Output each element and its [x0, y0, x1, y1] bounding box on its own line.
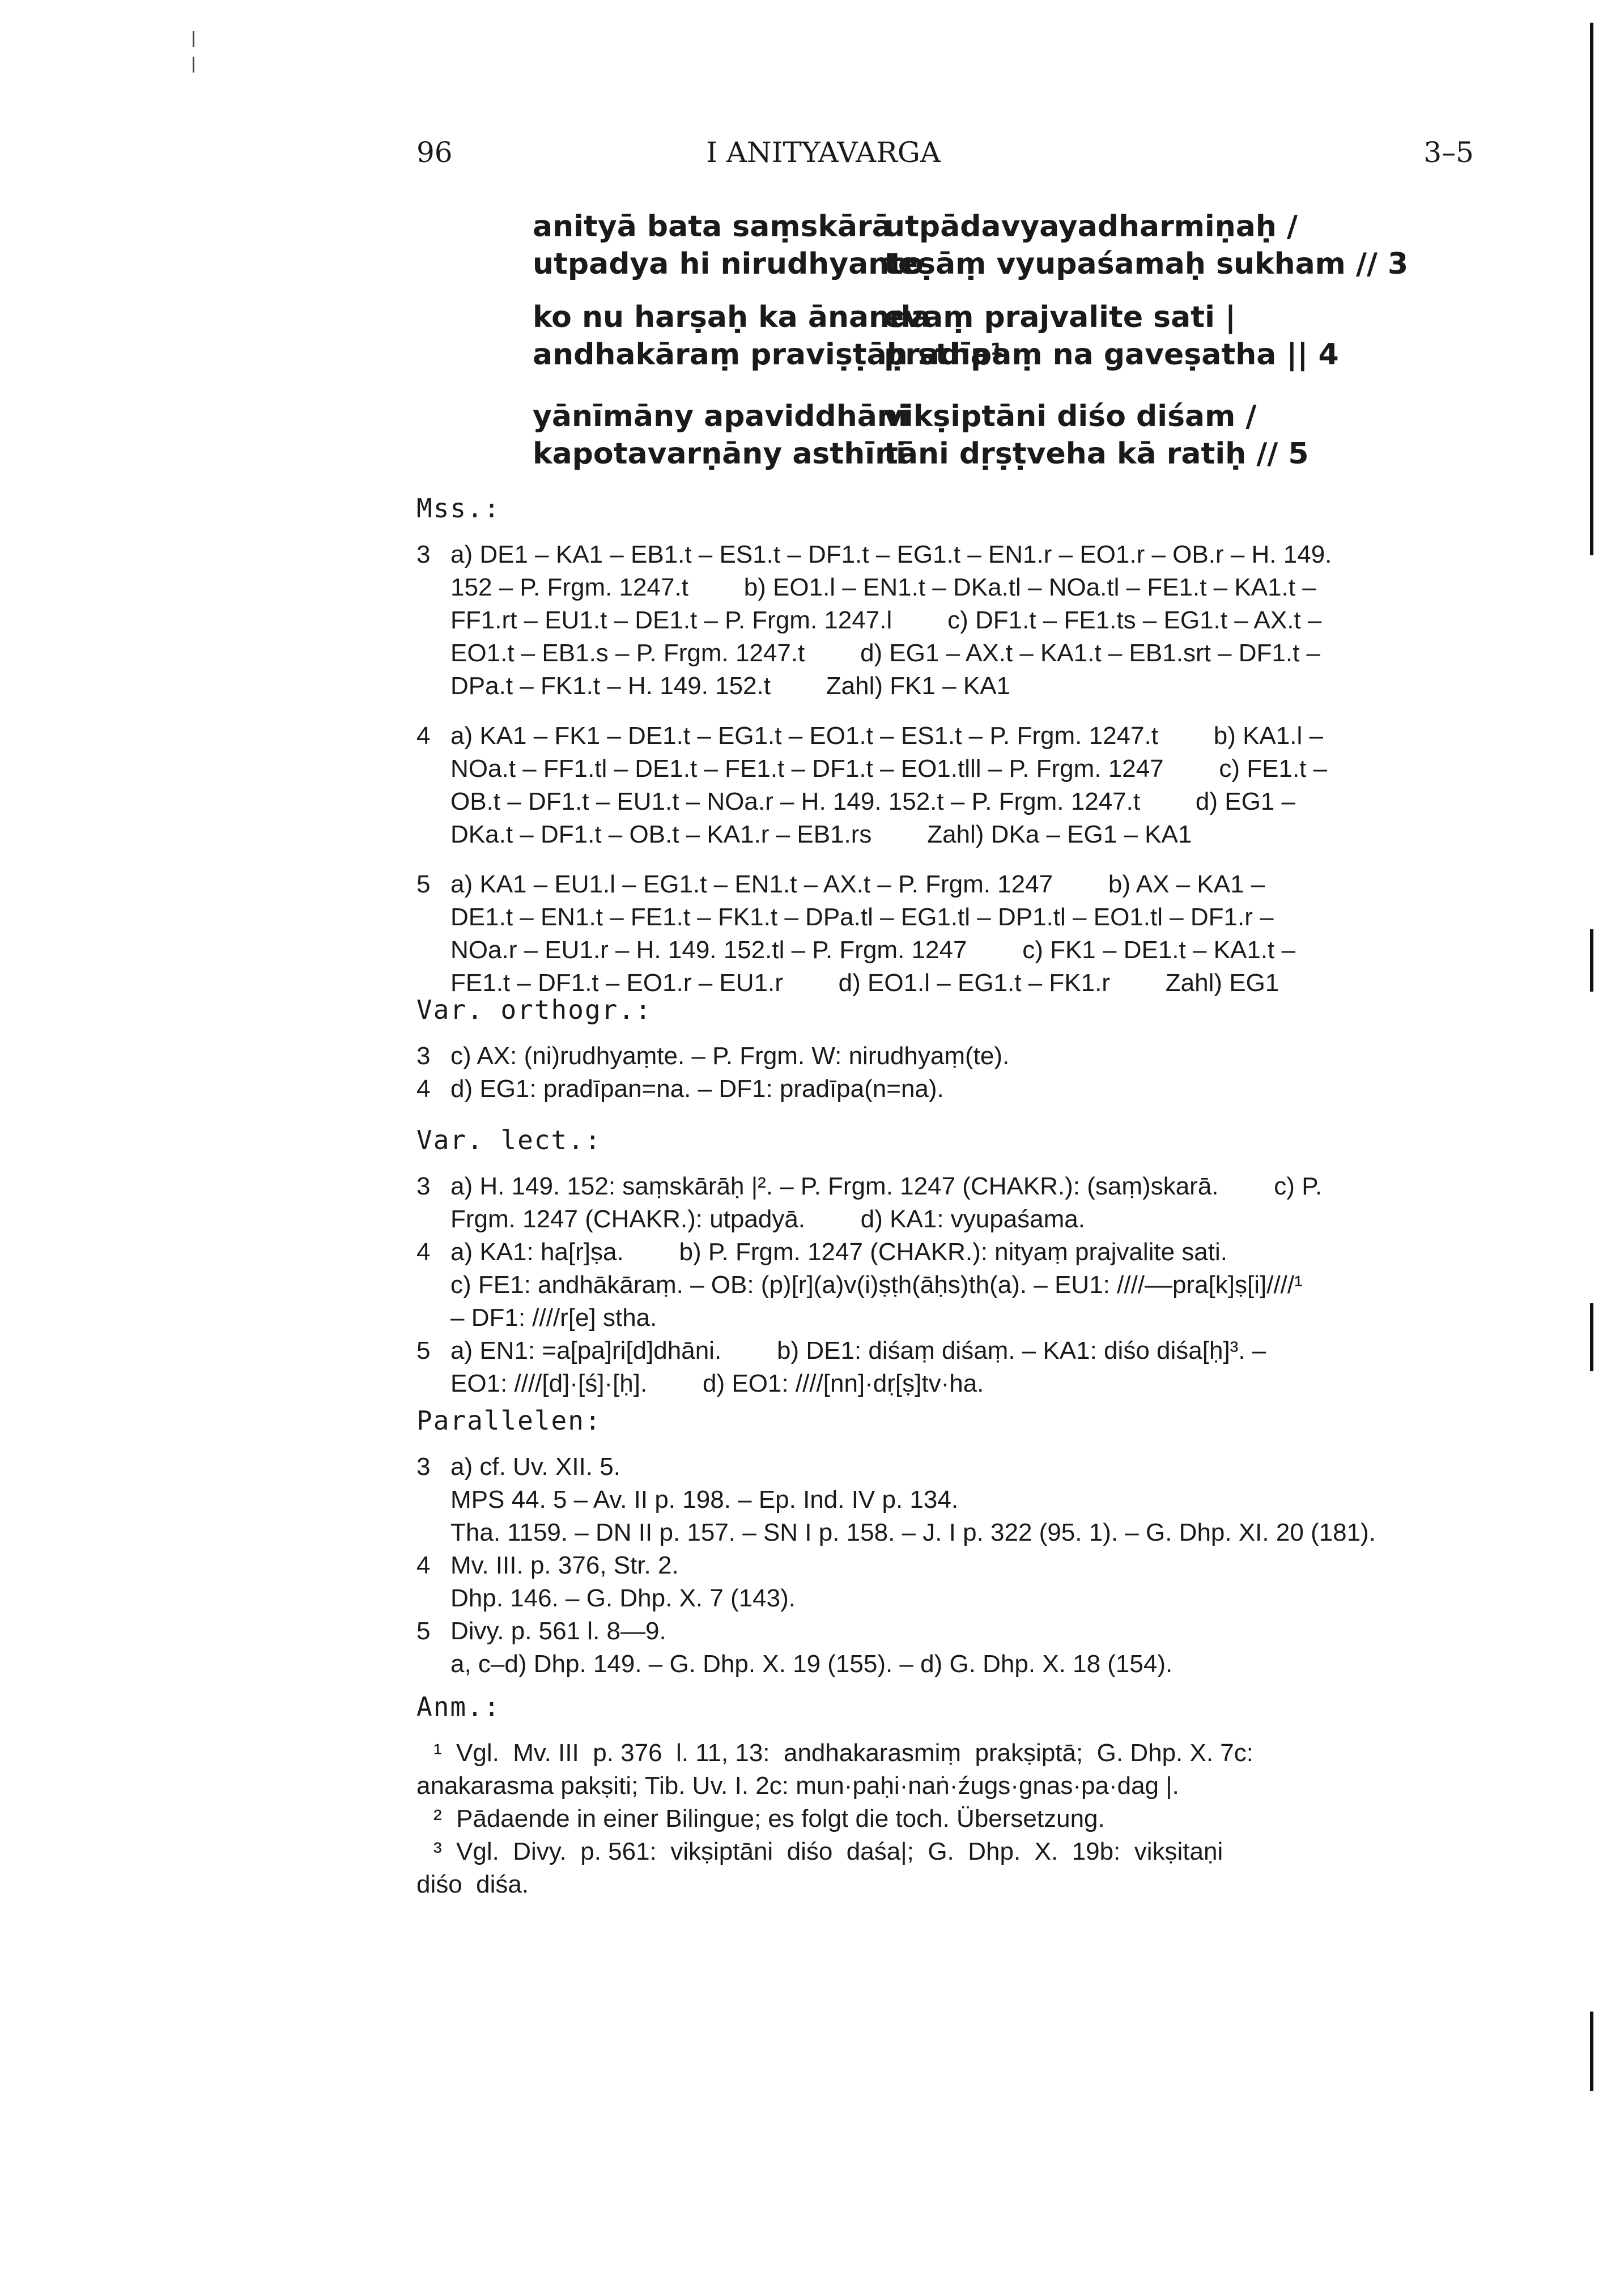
verse-ref-number: 4: [416, 722, 431, 750]
parallel-line: Dhp. 146. – G. Dhp. X. 7 (143).: [450, 1584, 796, 1612]
section-label-var-orthogr: Var. orthogr.:: [416, 994, 652, 1025]
var-orthogr-list: [416, 1040, 1470, 1106]
verse-pada: tāni dṛṣṭveha kā ratiḥ // 5: [884, 437, 1309, 471]
apparatus-line: – DF1: ////r[e] stha.: [450, 1304, 657, 1332]
apparatus-line: a) KA1: ha[r]ṣa. b) P. Frgm. 1247 (CHAKR.): nityaṃ prajvalite sati.: [450, 1238, 1228, 1266]
footnote-line: Vgl. Mv. III p. 376 l. 11, 13: andhakarasmiṃ prakṣiptā; G. Dhp. X. 7c:: [456, 1739, 1253, 1767]
verse-ref-number: 3: [416, 1172, 431, 1200]
page-edge-line: [1590, 1303, 1593, 1371]
page-edge-line: [1590, 23, 1593, 555]
verse-ref-number: 4: [416, 1238, 431, 1266]
margin-tick-mark: [193, 57, 194, 73]
page-edge-line: [1590, 929, 1593, 992]
verse-pada: ko nu harṣaḥ ka ānanda: [533, 300, 931, 334]
margin-tick-mark: [193, 31, 194, 47]
verse-pada: andhakāraṃ praviṣṭāḥ stha¹: [533, 338, 1004, 372]
verse-pada: kapotavarṇāny asthīni: [533, 437, 906, 471]
parallel-line: Tha. 1159. – DN II p. 157. – SN I p. 158. – J. I p. 322 (95. 1). – G. Dhp. XI. 20 (181).: [450, 1519, 1376, 1546]
var-lect-list: [416, 1170, 1470, 1400]
verse-ref-number: 5: [416, 870, 431, 898]
parallel-line: a, c–d) Dhp. 149. – G. Dhp. X. 19 (155). – d) G. Dhp. X. 18 (154).: [450, 1650, 1173, 1678]
page-edge-line: [1590, 2012, 1593, 2091]
apparatus-line: NOa.r – EU1.r – H. 149. 152.tl – P. Frgm. 1247 c) FK1 – DE1.t – KA1.t –: [450, 936, 1295, 964]
parallel-line: MPS 44. 5 – Av. II p. 198. – Ep. Ind. IV p. 134.: [450, 1486, 959, 1513]
page-number: 96: [416, 136, 453, 169]
apparatus-line: EO1: ////[d]·[ś]·[ḥ]. d) EO1: ////[nn]·dṛ[ṣ]tv·ha.: [450, 1370, 984, 1397]
apparatus-line: a) KA1 – EU1.l – EG1.t – EN1.t – AX.t – P. Frgm. 1247 b) AX – KA1 –: [450, 870, 1265, 898]
apparatus-line: 152 – P. Frgm. 1247.t b) EO1.l – EN1.t – DKa.tl – NOa.tl – FE1.t – KA1.t –: [450, 573, 1316, 601]
verse-ref-number: 4: [416, 1551, 431, 1579]
verse-ref-number: 3: [416, 1453, 431, 1481]
parallel-line: a) cf. Uv. XII. 5.: [450, 1453, 620, 1481]
running-title: I ANITYAVARGA: [706, 136, 941, 169]
apparatus-line: EO1.t – EB1.s – P. Frgm. 1247.t d) EG1 – AX.t – KA1.t – EB1.srt – DF1.t –: [450, 639, 1321, 667]
verse-ref-number: 3: [416, 541, 431, 568]
apparatus-line: NOa.t – FF1.tl – DE1.t – FE1.t – DF1.t – EO1.tlll – P. Frgm. 1247 c) FE1.t –: [450, 755, 1328, 783]
footnote-line: diśo diśa.: [416, 1870, 529, 1898]
footnote-marker: ¹: [433, 1739, 442, 1767]
verse-pada: anityā bata saṃskārā: [533, 210, 892, 244]
verse-ref-number: 3: [416, 1042, 431, 1070]
footnotes: [416, 1737, 1470, 1901]
verse-pada: utpādavyayadharmiṇaḥ /: [884, 210, 1298, 244]
apparatus-line: FE1.t – DF1.t – EO1.r – EU1.r d) EO1.l – EG1.t – FK1.r Zahl) EG1: [450, 969, 1279, 997]
apparatus-line: a) H. 149. 152: saṃskārāḥ |². – P. Frgm. 1247 (CHAKR.): (saṃ)skarā. c) P.: [450, 1172, 1323, 1200]
verse-range: 3–5: [1423, 136, 1474, 169]
footnote-marker: ²: [433, 1805, 442, 1832]
verse-ref-number: 4: [416, 1075, 431, 1103]
verse-pada: teṣāṃ vyupaśamaḥ sukham // 3: [884, 247, 1409, 281]
parallel-line: Divy. p. 561 l. 8—9.: [450, 1617, 666, 1645]
apparatus-line: c) AX: (ni)rudhyaṃte. – P. Frgm. W: nirudhyaṃ(te).: [450, 1042, 1010, 1070]
verse-pada: evaṃ prajvalite sati |: [884, 300, 1236, 334]
apparatus-line: FF1.rt – EU1.t – DE1.t – P. Frgm. 1247.l c) DF1.t – FE1.ts – EG1.t – AX.t –: [450, 606, 1322, 634]
verse-pada: utpadya hi nirudhyanto: [533, 247, 924, 281]
verse-pada: yānīmāny apaviddhāni: [533, 399, 908, 433]
footnote-line: Pādaende in einer Bilingue; es folgt die toch. Übersetzung.: [456, 1805, 1105, 1832]
verse-pada: pradīpaṃ na gaveṣatha || 4: [884, 338, 1339, 372]
parallel-line: Mv. III. p. 376, Str. 2.: [450, 1551, 679, 1579]
apparatus-line: DPa.t – FK1.t – H. 149. 152.t Zahl) FK1 – KA1: [450, 672, 1011, 700]
section-label-parallelen: Parallelen:: [416, 1405, 602, 1436]
apparatus-line: a) KA1 – FK1 – DE1.t – EG1.t – EO1.t – ES1.t – P. Frgm. 1247.t b) KA1.l –: [450, 722, 1323, 750]
section-label-var-lect: Var. lect.:: [416, 1125, 602, 1155]
apparatus-line: Frgm. 1247 (CHAKR.): utpadyā. d) KA1: vyupaśama.: [450, 1205, 1086, 1233]
verse-pada: vikṣiptāni diśo diśam /: [884, 399, 1257, 433]
apparatus-line: a) EN1: =a[pa]ri[d]dhāni. b) DE1: diśaṃ diśaṃ. – KA1: diśo diśa[ḥ]³. –: [450, 1337, 1266, 1364]
section-label-mss: Mss.:: [416, 493, 501, 524]
mss-list: [416, 538, 1470, 1000]
apparatus-line: d) EG1: pradīpan=na. – DF1: pradīpa(n=na).: [450, 1075, 944, 1103]
parallelen-list: [416, 1451, 1470, 1681]
section-label-anm: Anm.:: [416, 1691, 501, 1722]
apparatus-line: OB.t – DF1.t – EU1.t – NOa.r – H. 149. 152.t – P. Frgm. 1247.t d) EG1 –: [450, 788, 1295, 815]
apparatus-line: a) DE1 – KA1 – EB1.t – ES1.t – DF1.t – EG1.t – EN1.r – EO1.r – OB.r – H. 149.: [450, 541, 1332, 568]
apparatus-line: DE1.t – EN1.t – FE1.t – FK1.t – DPa.tl – EG1.tl – DP1.tl – EO1.tl – DF1.r –: [450, 903, 1274, 931]
apparatus-line: DKa.t – DF1.t – OB.t – KA1.r – EB1.rs Zahl) DKa – EG1 – KA1: [450, 820, 1192, 848]
footnote-line: Vgl. Divy. p. 561: vikṣiptāni diśo daśa|; G. Dhp. X. 19b: vikṣitaṇi: [456, 1838, 1223, 1865]
apparatus-line: c) FE1: andhākāraṃ. – OB: (p)[r](a)v(i)ṣṭh(āḥs)th(a). – EU1: ////––pra[k]ṣ[i]////¹: [450, 1271, 1303, 1299]
footnote-line: anakarasma pakṣiti; Tib. Uv. I. 2c: mun·paḥi·naṅ·źugs·gnas·pa·dag |.: [416, 1772, 1179, 1800]
verse-ref-number: 5: [416, 1617, 431, 1645]
footnote-marker: ³: [433, 1838, 442, 1865]
verse-ref-number: 5: [416, 1337, 431, 1364]
